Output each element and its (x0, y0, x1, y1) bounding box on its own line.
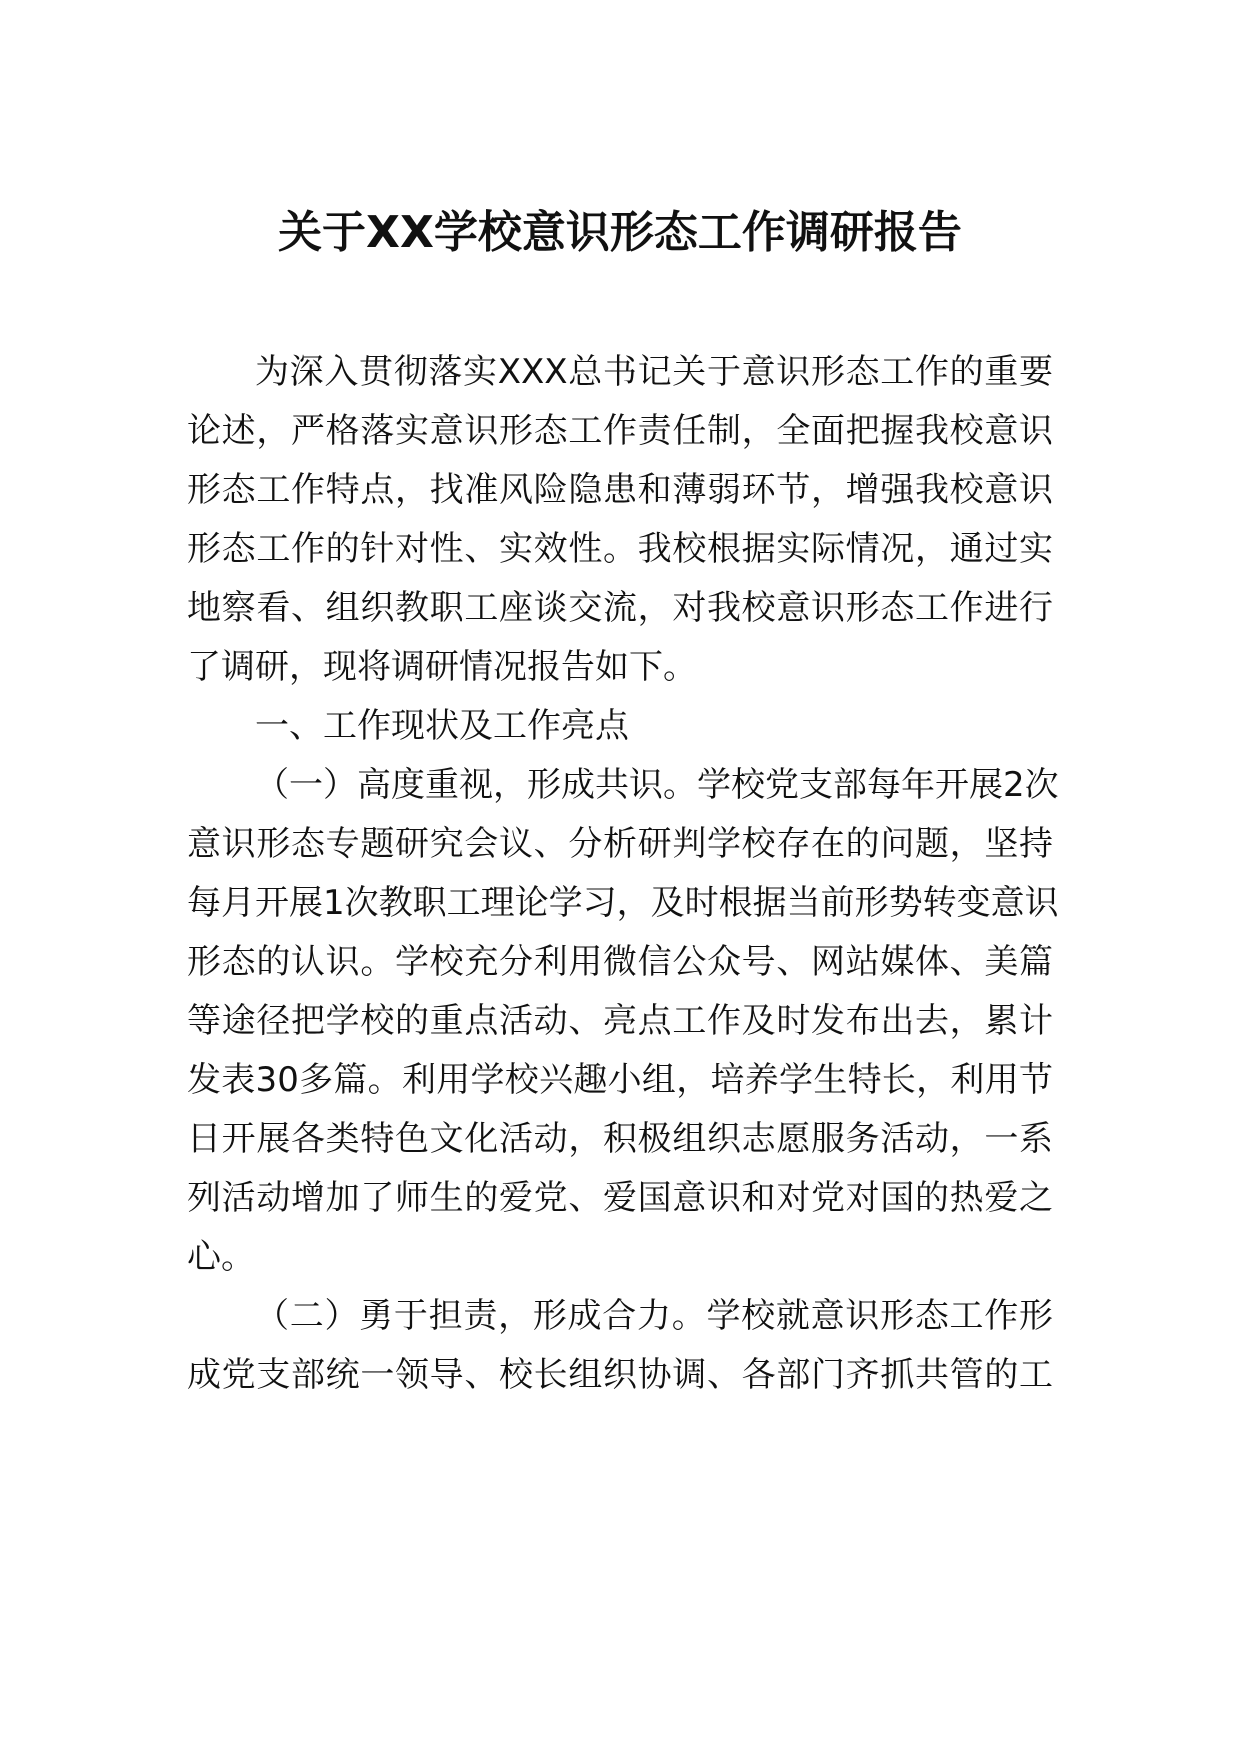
paragraph-line: （一）高度重视，形成共识。学校党支部每年开展2次 (255, 765, 1059, 805)
paragraph-line: 等途径把学校的重点活动、亮点工作及时发布出去，累计 (187, 1001, 1053, 1041)
paragraph-line: 成党支部统一领导、校长组织协调、各部门齐抓共管的工 (187, 1355, 1053, 1395)
paragraph-line: 列活动增加了师生的爱党、爱国意识和对党对国的热爱之 (187, 1178, 1053, 1218)
paragraph-line: 发表30多篇。利用学校兴趣小组，培养学生特长，利用节 (187, 1060, 1053, 1100)
paragraph-line: 论述，严格落实意识形态工作责任制，全面把握我校意识 (187, 411, 1053, 451)
paragraph-line: 地察看、组织教职工座谈交流，对我校意识形态工作进行 (187, 588, 1053, 628)
paragraph-line: 为深入贯彻落实XXX总书记关于意识形态工作的重要 (255, 352, 1053, 392)
paragraph-line: 每月开展1次教职工理论学习，及时根据当前形势转变意识 (187, 883, 1059, 923)
paragraph-line: 日开展各类特色文化活动，积极组织志愿服务活动，一系 (187, 1119, 1053, 1159)
paragraph-line: 形态的认识。学校充分利用微信公众号、网站媒体、美篇 (187, 942, 1053, 982)
section-heading: 一、工作现状及工作亮点 (255, 706, 629, 746)
paragraph-line: 意识形态专题研究会议、分析研判学校存在的问题，坚持 (187, 824, 1053, 864)
paragraph-line: （二）勇于担责，形成合力。学校就意识形态工作形 (255, 1296, 1053, 1336)
paragraph-line: 心。 (187, 1237, 255, 1277)
paragraph-line: 形态工作特点，找准风险隐患和薄弱环节，增强我校意识 (187, 470, 1053, 510)
paragraph-line: 形态工作的针对性、实效性。我校根据实际情况，通过实 (187, 529, 1053, 569)
paragraph-line: 了调研，现将调研情况报告如下。 (187, 647, 697, 687)
document-title: 关于XX学校意识形态工作调研报告 (278, 207, 962, 258)
